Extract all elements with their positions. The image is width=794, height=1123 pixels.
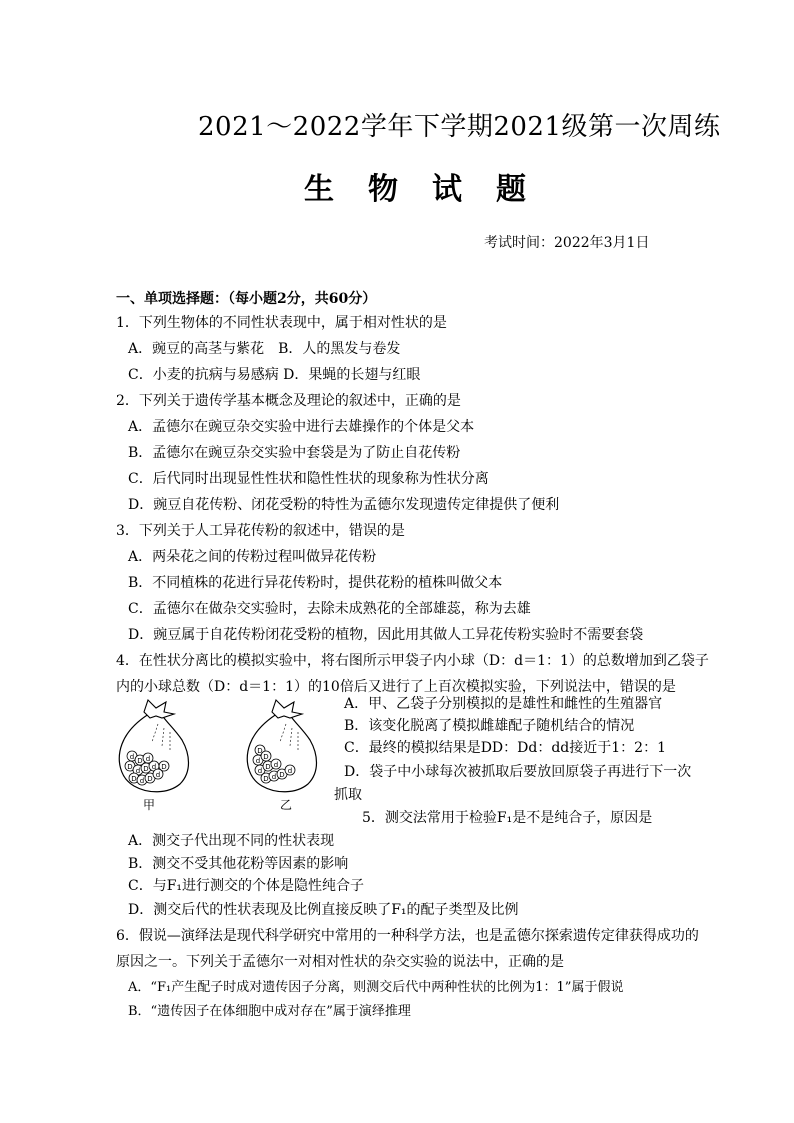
question-2-option-a: A．孟德尔在豌豆杂交实验中进行去雄操作的个体是父本	[128, 419, 475, 435]
svg-text:d: d	[151, 763, 157, 771]
svg-text:D: D	[143, 765, 149, 773]
svg-text:d: d	[135, 767, 141, 775]
question-4-option-a: A．甲、乙袋子分别模拟的是雄性和雌性的生殖器官	[344, 696, 663, 712]
question-5-option-c: C．与F₁进行测交的个体是隐性纯合子	[128, 878, 365, 894]
question-5-option-a: A．测交子代出现不同的性状表现	[128, 833, 335, 849]
question-5-option-b: B．测交不受其他花粉等因素的影响	[128, 856, 349, 872]
question-2-stem: 2．下列关于遗传学基本概念及理论的叙述中，正确的是	[116, 393, 461, 409]
svg-text:d: d	[257, 767, 263, 775]
svg-text:D: D	[131, 775, 137, 783]
page-title: 2021～2022学年下学期2021级第一次周练	[198, 112, 721, 142]
question-4-option-d: D．袋子中小球每次被抓取后要放回原袋子再进行下一次	[344, 764, 692, 780]
svg-text:D: D	[279, 771, 285, 779]
bag-yi-label: 乙	[280, 798, 293, 812]
svg-text:d: d	[255, 757, 261, 765]
question-2-option-c: C．后代同时出现显性性状和隐性性状的现象称为性状分离	[128, 471, 489, 487]
section-heading: 一、单项选择题：（每小题2分，共60分）	[116, 291, 377, 307]
question-3-option-c: C．孟德尔在做杂交实验时，去除未成熟花的全部雄蕊，称为去雄	[128, 601, 531, 617]
svg-text:d: d	[145, 755, 151, 763]
svg-text:D: D	[161, 763, 167, 771]
question-3-option-a: A．两朵花之间的传粉过程叫做异花传粉	[128, 549, 377, 565]
svg-text:d: d	[139, 777, 145, 785]
question-6-stem-line1: 6．假说—演绎法是现代科学研究中常用的一种科学方法，也是孟德尔探索遗传定律获得成功的	[116, 928, 699, 944]
question-5-option-d: D．测交后代的性状表现及比例直接反映了F₁的配子类型及比例	[128, 902, 519, 918]
svg-text:d: d	[273, 761, 279, 769]
question-4-option-b: B．该变化脱离了模拟雌雄配子随机结合的情况	[344, 718, 635, 734]
question-6-option-a: A．“F₁产生配子时成对遗传因子分离，则测交后代中两种性状的比例为1：1”属于假说	[128, 980, 624, 995]
question-6-option-b: B．“遗传因子在体细胞中成对存在”属于演绎推理	[128, 1004, 411, 1019]
question-3-stem: 3．下列关于人工异花传粉的叙述中，错误的是	[116, 523, 405, 539]
svg-text:D: D	[263, 775, 269, 783]
svg-text:d: d	[287, 767, 293, 775]
question-4-option-d-continued: 抓取	[334, 787, 362, 803]
question-1-stem: 1．下列生物体的不同性状表现中，属于相对性状的是	[116, 315, 447, 331]
svg-text:d: d	[129, 753, 135, 761]
question-5-stem: 5．测交法常用于检验F₁是不是纯合子，原因是	[362, 810, 653, 826]
question-1-options-ab: A．豌豆的高茎与紫花 B．人的黑发与卷发	[128, 341, 401, 357]
question-6-stem-line2: 原因之一。下列关于孟德尔一对相对性状的杂交实验的说法中，正确的是	[116, 954, 564, 970]
svg-text:D: D	[257, 747, 263, 755]
subject-title: 生物试题	[304, 172, 560, 207]
svg-text:D: D	[137, 757, 143, 765]
question-2-option-b: B．孟德尔在豌豆杂交实验中套袋是为了防止自花传粉	[128, 445, 461, 461]
question-3-option-d: D．豌豆属于自花传粉闭花受粉的植物，因此用其做人工异花传粉实验时不需要套袋	[128, 627, 644, 643]
question-1-options-cd: C．小麦的抗病与易感病 D．果蝇的长翅与红眼	[128, 367, 421, 383]
bag-jia-figure	[112, 694, 196, 810]
svg-text:d: d	[155, 771, 161, 779]
question-3-option-b: B．不同植株的花进行异花传粉时，提供花粉的植株叫做父本	[128, 575, 503, 591]
exam-time: 考试时间：2022年3月1日	[484, 235, 650, 251]
svg-text:D: D	[127, 763, 133, 771]
svg-text:D: D	[263, 753, 269, 761]
svg-text:d: d	[271, 773, 277, 781]
svg-text:D: D	[265, 763, 271, 771]
question-4-option-c: C．最终的模拟结果是DD：Dd：dd接近于1：2：1	[344, 740, 666, 756]
question-2-option-d: D．豌豆自花传粉、闭花受粉的特性为孟德尔发现遗传定律提供了便利	[128, 497, 560, 513]
svg-text:D: D	[147, 775, 153, 783]
bag-yi-figure	[240, 694, 324, 810]
question-4-stem-line2: 内的小球总数（D：d＝1：1）的10倍后又进行了上百次模拟实验，下列说法中，错误的是	[116, 679, 676, 695]
bag-jia-label: 甲	[143, 798, 156, 812]
question-4-stem-line1: 4．在性状分离比的模拟实验中，将右图所示甲袋子内小球（D：d＝1：1）的总数增加到乙袋子	[116, 653, 709, 669]
